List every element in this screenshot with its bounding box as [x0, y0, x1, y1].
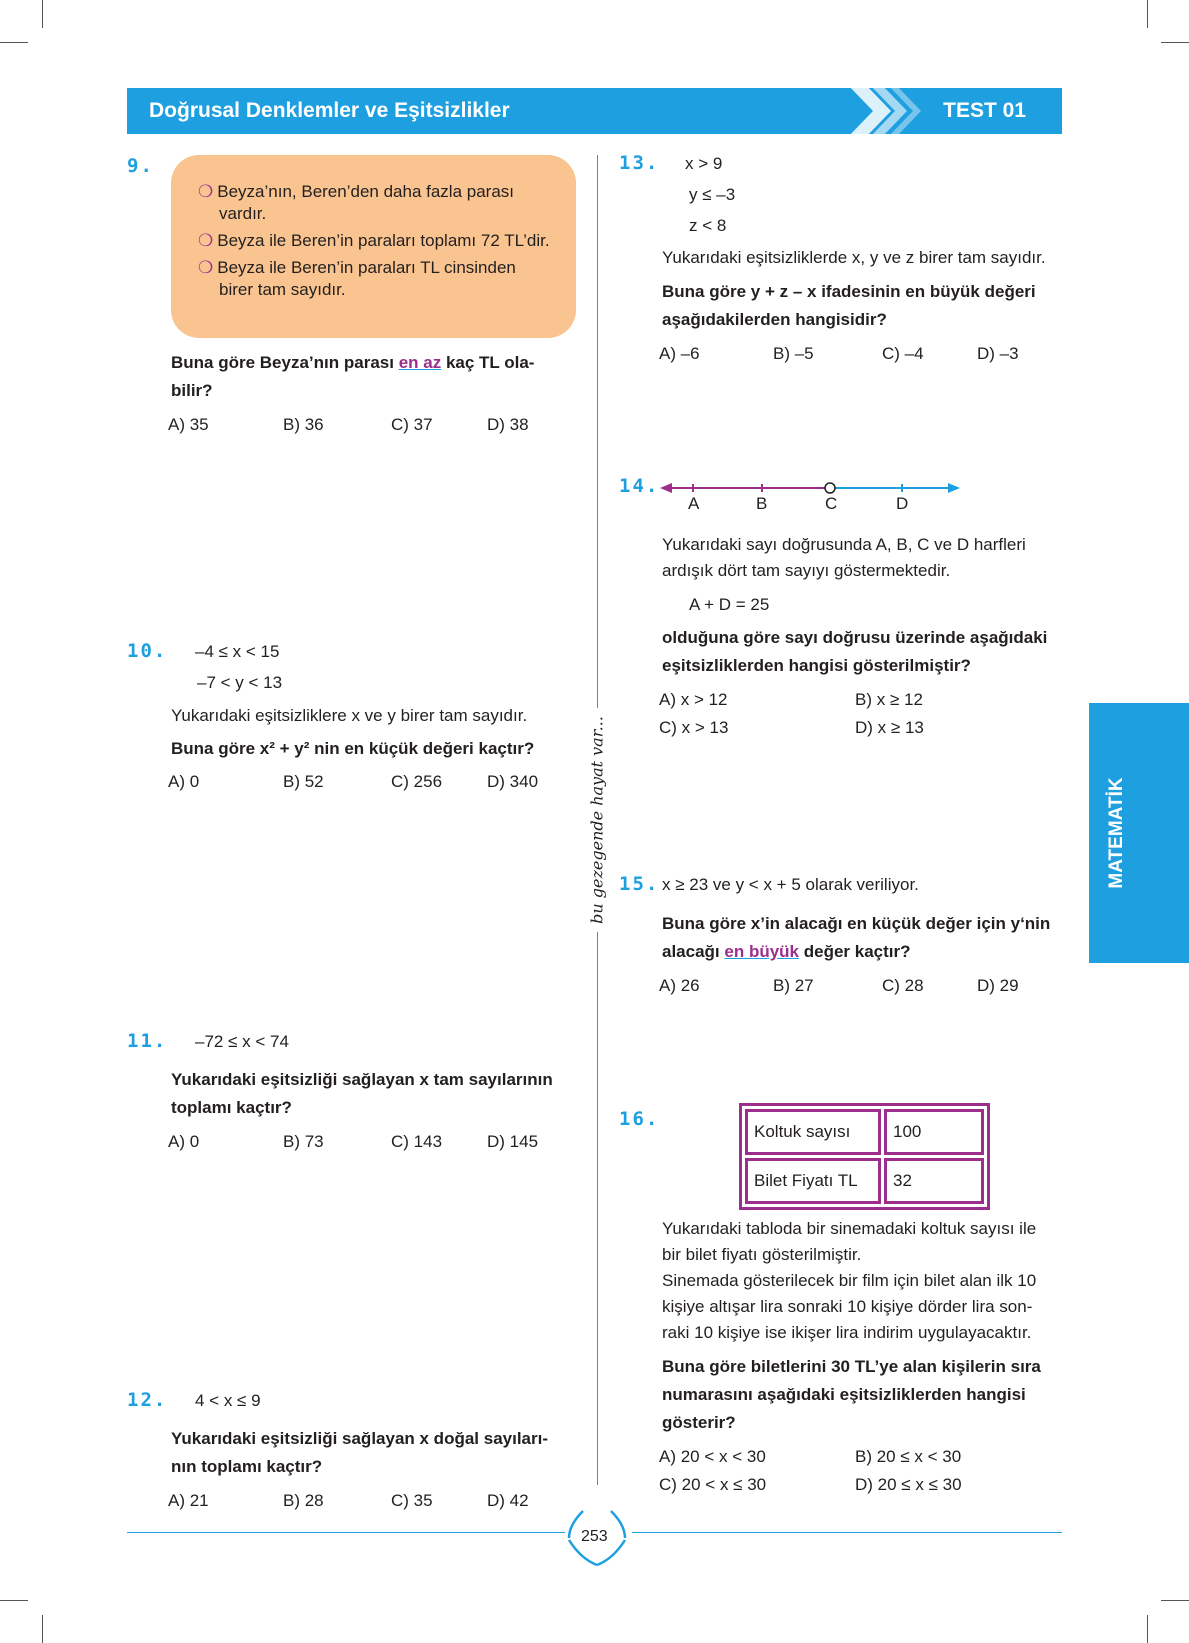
table-cell: 32	[884, 1158, 984, 1204]
crop-mark	[0, 1600, 28, 1601]
bullet-text: Beyza ile Beren’in paraları TL cinsinden	[217, 258, 516, 277]
table-cell: 100	[884, 1109, 984, 1155]
option-d[interactable]: D) 20 ≤ x ≤ 30	[855, 1475, 962, 1494]
bullet-text: birer tam sayıdır.	[219, 280, 346, 299]
option-a[interactable]: A) 20 < x < 30	[659, 1447, 766, 1466]
data-table	[739, 1103, 990, 1210]
option-c[interactable]: C) 143	[391, 1132, 443, 1151]
option-c[interactable]: C) 256	[391, 772, 443, 791]
option-a[interactable]: A) 0	[168, 1132, 200, 1151]
question-number: 13.	[619, 152, 660, 174]
question-text: gösterir?	[662, 1413, 736, 1432]
question-text: x ≥ 23 ve y < x + 5 olarak veriliyor.	[662, 875, 919, 894]
option-b[interactable]: B) 52	[283, 772, 324, 791]
highlight-text: en büyük	[724, 942, 800, 961]
question-text: kişiye altışar lira sonraki 10 kişiye dörder lira son-	[662, 1297, 1033, 1316]
circle-bullet-icon: ❍	[198, 182, 214, 201]
option-a[interactable]: A) x > 12	[659, 690, 728, 709]
subject-tab-label: MATEMATİK	[1106, 777, 1127, 889]
option-c[interactable]: C) 28	[882, 976, 924, 995]
slogan-text: bu gezegende hayat var...	[588, 708, 607, 932]
open-circle-icon	[825, 483, 835, 493]
crop-mark	[0, 42, 28, 43]
option-c[interactable]: C) x > 13	[659, 718, 729, 737]
question-text: numarasını aşağıdaki eşitsizliklerden hangisi	[662, 1385, 1026, 1404]
crop-mark	[1147, 0, 1148, 28]
bullet-text: Beyza ile Beren’in paraları toplamı 72 TL’dir.	[217, 231, 550, 250]
page-header	[127, 88, 1062, 134]
option-c[interactable]: C) 20 < x ≤ 30	[659, 1475, 767, 1494]
question-text: Yukarıdaki eşitsizliklere x ve y birer tam sayıdır.	[171, 706, 528, 725]
option-a[interactable]: A) –6	[659, 344, 700, 363]
point-label: D	[896, 494, 909, 513]
question-text: olduğuna göre sayı doğrusu üzerinde aşağıdaki	[662, 628, 1048, 647]
inequality: z < 8	[689, 216, 727, 235]
option-b[interactable]: B) x ≥ 12	[855, 690, 923, 709]
subject-tab	[1089, 703, 1189, 963]
question-part: değer kaçtır?	[803, 942, 911, 961]
option-b[interactable]: B) 36	[283, 415, 324, 434]
question-text: bilir?	[171, 381, 213, 400]
option-a[interactable]: A) 0	[168, 772, 200, 791]
crop-mark	[1161, 1600, 1189, 1601]
question-text: Yukarıdaki eşitsizliklerde x, y ve z birer tam sayıdır.	[662, 248, 1046, 267]
footer-line	[127, 1532, 565, 1533]
question-number: 14.	[619, 475, 660, 497]
option-c[interactable]: C) 35	[391, 1491, 433, 1510]
table-row	[745, 1109, 984, 1155]
crop-mark	[42, 0, 43, 28]
option-b[interactable]: B) 28	[283, 1491, 324, 1510]
question-part: Buna göre Beyza’nın parası	[171, 353, 394, 372]
point-label: C	[825, 494, 838, 513]
question-text: Buna göre biletlerini 30 TL’ye alan kişilerin sıra	[662, 1357, 1041, 1376]
footer-line	[632, 1532, 1062, 1533]
option-d[interactable]: D) x ≥ 13	[855, 718, 924, 737]
table-row	[745, 1158, 984, 1204]
question-text	[662, 942, 911, 962]
header-title: Doğrusal Denklemler ve Eşitsizlikler	[149, 99, 510, 122]
arrow-left-icon	[660, 483, 672, 493]
option-d[interactable]: D) 29	[977, 976, 1019, 995]
inequality: –7 < y < 13	[197, 673, 283, 692]
equation: A + D = 25	[689, 595, 770, 614]
question-text: Yukarıdaki tabloda bir sinemadaki koltuk sayısı ile	[662, 1219, 1037, 1238]
question-number: 16.	[619, 1108, 660, 1130]
option-b[interactable]: B) 73	[283, 1132, 324, 1151]
option-d[interactable]: D) –3	[977, 344, 1019, 363]
bullet-item	[198, 258, 516, 278]
table-cell: Koltuk sayısı	[745, 1109, 881, 1155]
page-number: 253	[581, 1528, 608, 1545]
question-text: Yukarıdaki eşitsizliği sağlayan x doğal sayıları-	[171, 1429, 549, 1448]
crop-mark	[1147, 1615, 1148, 1643]
question-text: toplamı kaçtır?	[171, 1098, 292, 1117]
arrow-right-icon	[948, 483, 960, 493]
number-line	[660, 472, 960, 518]
question-text: Yukarıdaki eşitsizliği sağlayan x tam sayılarının	[171, 1070, 553, 1089]
option-a[interactable]: A) 35	[168, 415, 209, 434]
option-a[interactable]: A) 26	[659, 976, 700, 995]
question-text: bir bilet fiyatı gösterilmiştir.	[662, 1245, 862, 1264]
bullet-text: vardır.	[219, 204, 267, 223]
option-a[interactable]: A) 21	[168, 1491, 209, 1510]
test-label: TEST 01	[943, 99, 1026, 122]
question-text: Sinemada gösterilecek bir film için bilet alan ilk 10	[662, 1271, 1037, 1290]
highlight-text: en az	[398, 353, 442, 372]
question-number: 11.	[127, 1030, 168, 1052]
question-text: Yukarıdaki sayı doğrusunda A, B, C ve D harfleri	[662, 535, 1026, 554]
question-part: kaç TL ola-	[445, 353, 535, 372]
inequality: 4 < x ≤ 9	[195, 1391, 261, 1410]
question-number: 9.	[127, 155, 154, 177]
option-c[interactable]: C) –4	[882, 344, 924, 363]
circle-bullet-icon: ❍	[198, 258, 214, 277]
option-d[interactable]: D) 42	[487, 1491, 529, 1510]
option-b[interactable]: B) 20 ≤ x < 30	[855, 1447, 962, 1466]
question-part: alacağı	[662, 942, 720, 961]
bullet-item	[198, 231, 550, 251]
option-b[interactable]: B) –5	[773, 344, 814, 363]
inequality: –72 ≤ x < 74	[195, 1032, 289, 1051]
chevrons-icon	[847, 84, 927, 138]
inequality: y ≤ –3	[689, 185, 736, 204]
point-label: B	[756, 494, 768, 513]
option-b[interactable]: B) 27	[773, 976, 814, 995]
question-text: nın toplamı kaçtır?	[171, 1457, 323, 1476]
bullet-item	[198, 182, 514, 202]
question-text	[171, 353, 534, 373]
question-text: Buna göre x² + y² nin en küçük değeri kaçtır?	[171, 739, 535, 758]
question-number: 10.	[127, 640, 168, 662]
bullet-text: Beyza’nın, Beren’den daha fazla parası	[217, 182, 515, 201]
question-number: 15.	[619, 873, 660, 895]
inequality: x > 9	[685, 154, 723, 173]
option-d[interactable]: D) 145	[487, 1132, 539, 1151]
question-text: ardışık dört tam sayıyı göstermektedir.	[662, 561, 951, 580]
question-text: aşağıdakilerden hangisidir?	[662, 310, 887, 329]
table-cell: Bilet Fiyatı TL	[745, 1158, 881, 1204]
question-number: 12.	[127, 1389, 168, 1411]
question-text: raki 10 kişiye ise ikişer lira indirim uygulayacaktır.	[662, 1323, 1032, 1342]
crop-mark	[1161, 42, 1189, 43]
option-c[interactable]: C) 37	[391, 415, 433, 434]
inequality: –4 ≤ x < 15	[195, 642, 280, 661]
point-label: A	[688, 494, 700, 513]
question-text: Buna göre x’in alacağı en küçük değer için y‘nin	[662, 914, 1051, 933]
question-text: Buna göre y + z – x ifadesinin en büyük değeri	[662, 282, 1036, 301]
question-text: eşitsizliklerden hangisi gösterilmiştir?	[662, 656, 971, 675]
option-d[interactable]: D) 38	[487, 415, 529, 434]
circle-bullet-icon: ❍	[198, 231, 214, 250]
crop-mark	[42, 1615, 43, 1643]
option-d[interactable]: D) 340	[487, 772, 539, 791]
